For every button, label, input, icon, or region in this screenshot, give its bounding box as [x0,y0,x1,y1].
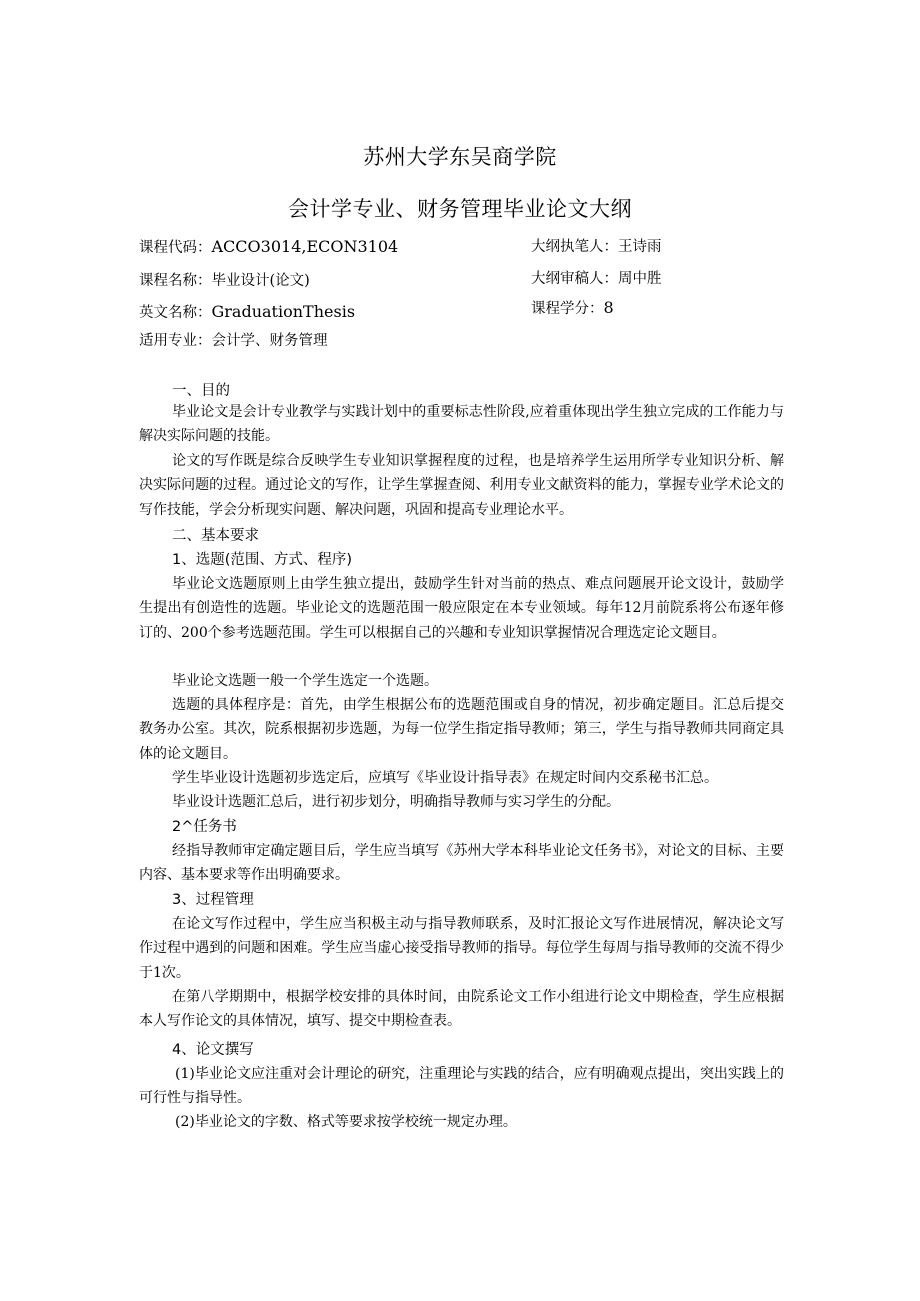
english-name-label: 英文名称： [139,305,212,321]
paragraph: 经指导教师审定确定题目后，学生应当填写《苏州大学本科毕业论文任务书》，对论文的目标、主要内容、基本要求等作出明确要求。 [139,843,784,884]
course-code-label: 课程代码： [139,240,212,256]
page-title: 会计学专业、财务管理毕业论文大纲 [288,197,632,221]
course-name-value: 毕业设计(论文) [211,273,310,289]
course-name-row [139,269,310,290]
author-label: 大纲执笔人： [531,239,618,255]
english-name-value: GraduationThesis [211,302,356,321]
paragraph: 毕业论文选题原则上由学生独立提出，鼓励学生针对当前的热点、难点问题展开论文设计，鼓励学生提出有创造性的选题。毕业论文的选题范围一般应限定在本专业领域。每年12月前院系将公布逐年修订的、200个参考选题范围。学生可以根据自己的兴趣和专业知识掌握情况合理选定论文题目。 [139,576,784,641]
paragraph: 毕业论文是会计专业教学与实践计划中的重要标志性阶段,应着重体现出学生独立完成的工作能力与解决实际问题的技能。 [139,404,784,445]
paragraph: 选题的具体程序是：首先，由学生根据公布的选题范围或自身的情况，初步确定题目。汇总后提交教务办公室。其次，院系根据初步选题，为每一位学生指定指导教师；第三，学生与指导教师共同商定具体的论文题目。 [139,697,784,762]
subsection-heading: 1、选题(范围、方式、程序) [172,552,353,568]
credit-value: 8 [603,298,614,317]
paragraph: (1)毕业论文应注重对会计理论的研究，注重理论与实践的结合，应有明确观点提出，突出实践上的可行性与指导性。 [139,1066,784,1107]
paragraph: 论文的写作既是综合反映学生专业知识掌握程度的过程，也是培养学生运用所学专业知识分析、解决实际问题的过程。通过论文的写作，让学生掌握查阅、利用专业文献资料的能力，掌握专业学术论文的写作技能，学会分析现实问题、解决问题，巩固和提高专业理论水平。 [139,453,784,518]
school-title: 苏州大学东吴商学院 [363,145,557,169]
author-value: 王诗雨 [618,239,662,255]
paragraph: 在论文写作过程中，学生应当积极主动与指导教师联系，及时汇报论文写作进展情况，解决论文写作过程中遇到的问题和困难。学生应当虚心接受指导教师的指导。每位学生每周与指导教师的交流不得少于1次。 [139,916,784,981]
paragraph: 毕业设计选题汇总后，进行初步划分，明确指导教师与实习学生的分配。 [172,794,620,810]
paragraph: 在第八学期期中，根据学校安排的具体时间，由院系论文工作小组进行论文中期检查，学生应根据本人写作论文的具体情况，填写、提交中期检查表。 [139,989,784,1030]
section-heading: 一、目的 [172,383,230,399]
author-row [531,235,662,256]
paragraph: 毕业论文选题一般一个学生选定一个选题。 [172,673,438,689]
credit-row [531,297,614,318]
paragraph: 学生毕业设计选题初步选定后，应填写《毕业设计指导表》在规定时间内交系秘书汇总。 [172,770,718,786]
course-name-label: 课程名称： [139,273,212,289]
major-value: 会计学、财务管理 [211,333,328,349]
major-row [139,329,328,350]
reviewer-label: 大纲审稿人： [531,271,618,287]
paragraph: (2)毕业论文的字数、格式等要求按学校统一规定办理。 [175,1114,517,1130]
credit-label: 课程学分： [531,301,604,317]
reviewer-value: 周中胜 [618,271,662,287]
subsection-heading: 3、过程管理 [172,892,254,908]
subsection-heading: 2^任务书 [172,819,237,835]
subsection-heading: 4、论文撰写 [172,1042,254,1058]
course-code-value: ACCO3014,ECON3104 [211,237,399,256]
course-code-row [139,236,398,257]
major-label: 适用专业： [139,333,212,349]
reviewer-row [531,267,662,288]
english-name-row [139,301,355,322]
section-heading: 二、基本要求 [172,528,259,544]
